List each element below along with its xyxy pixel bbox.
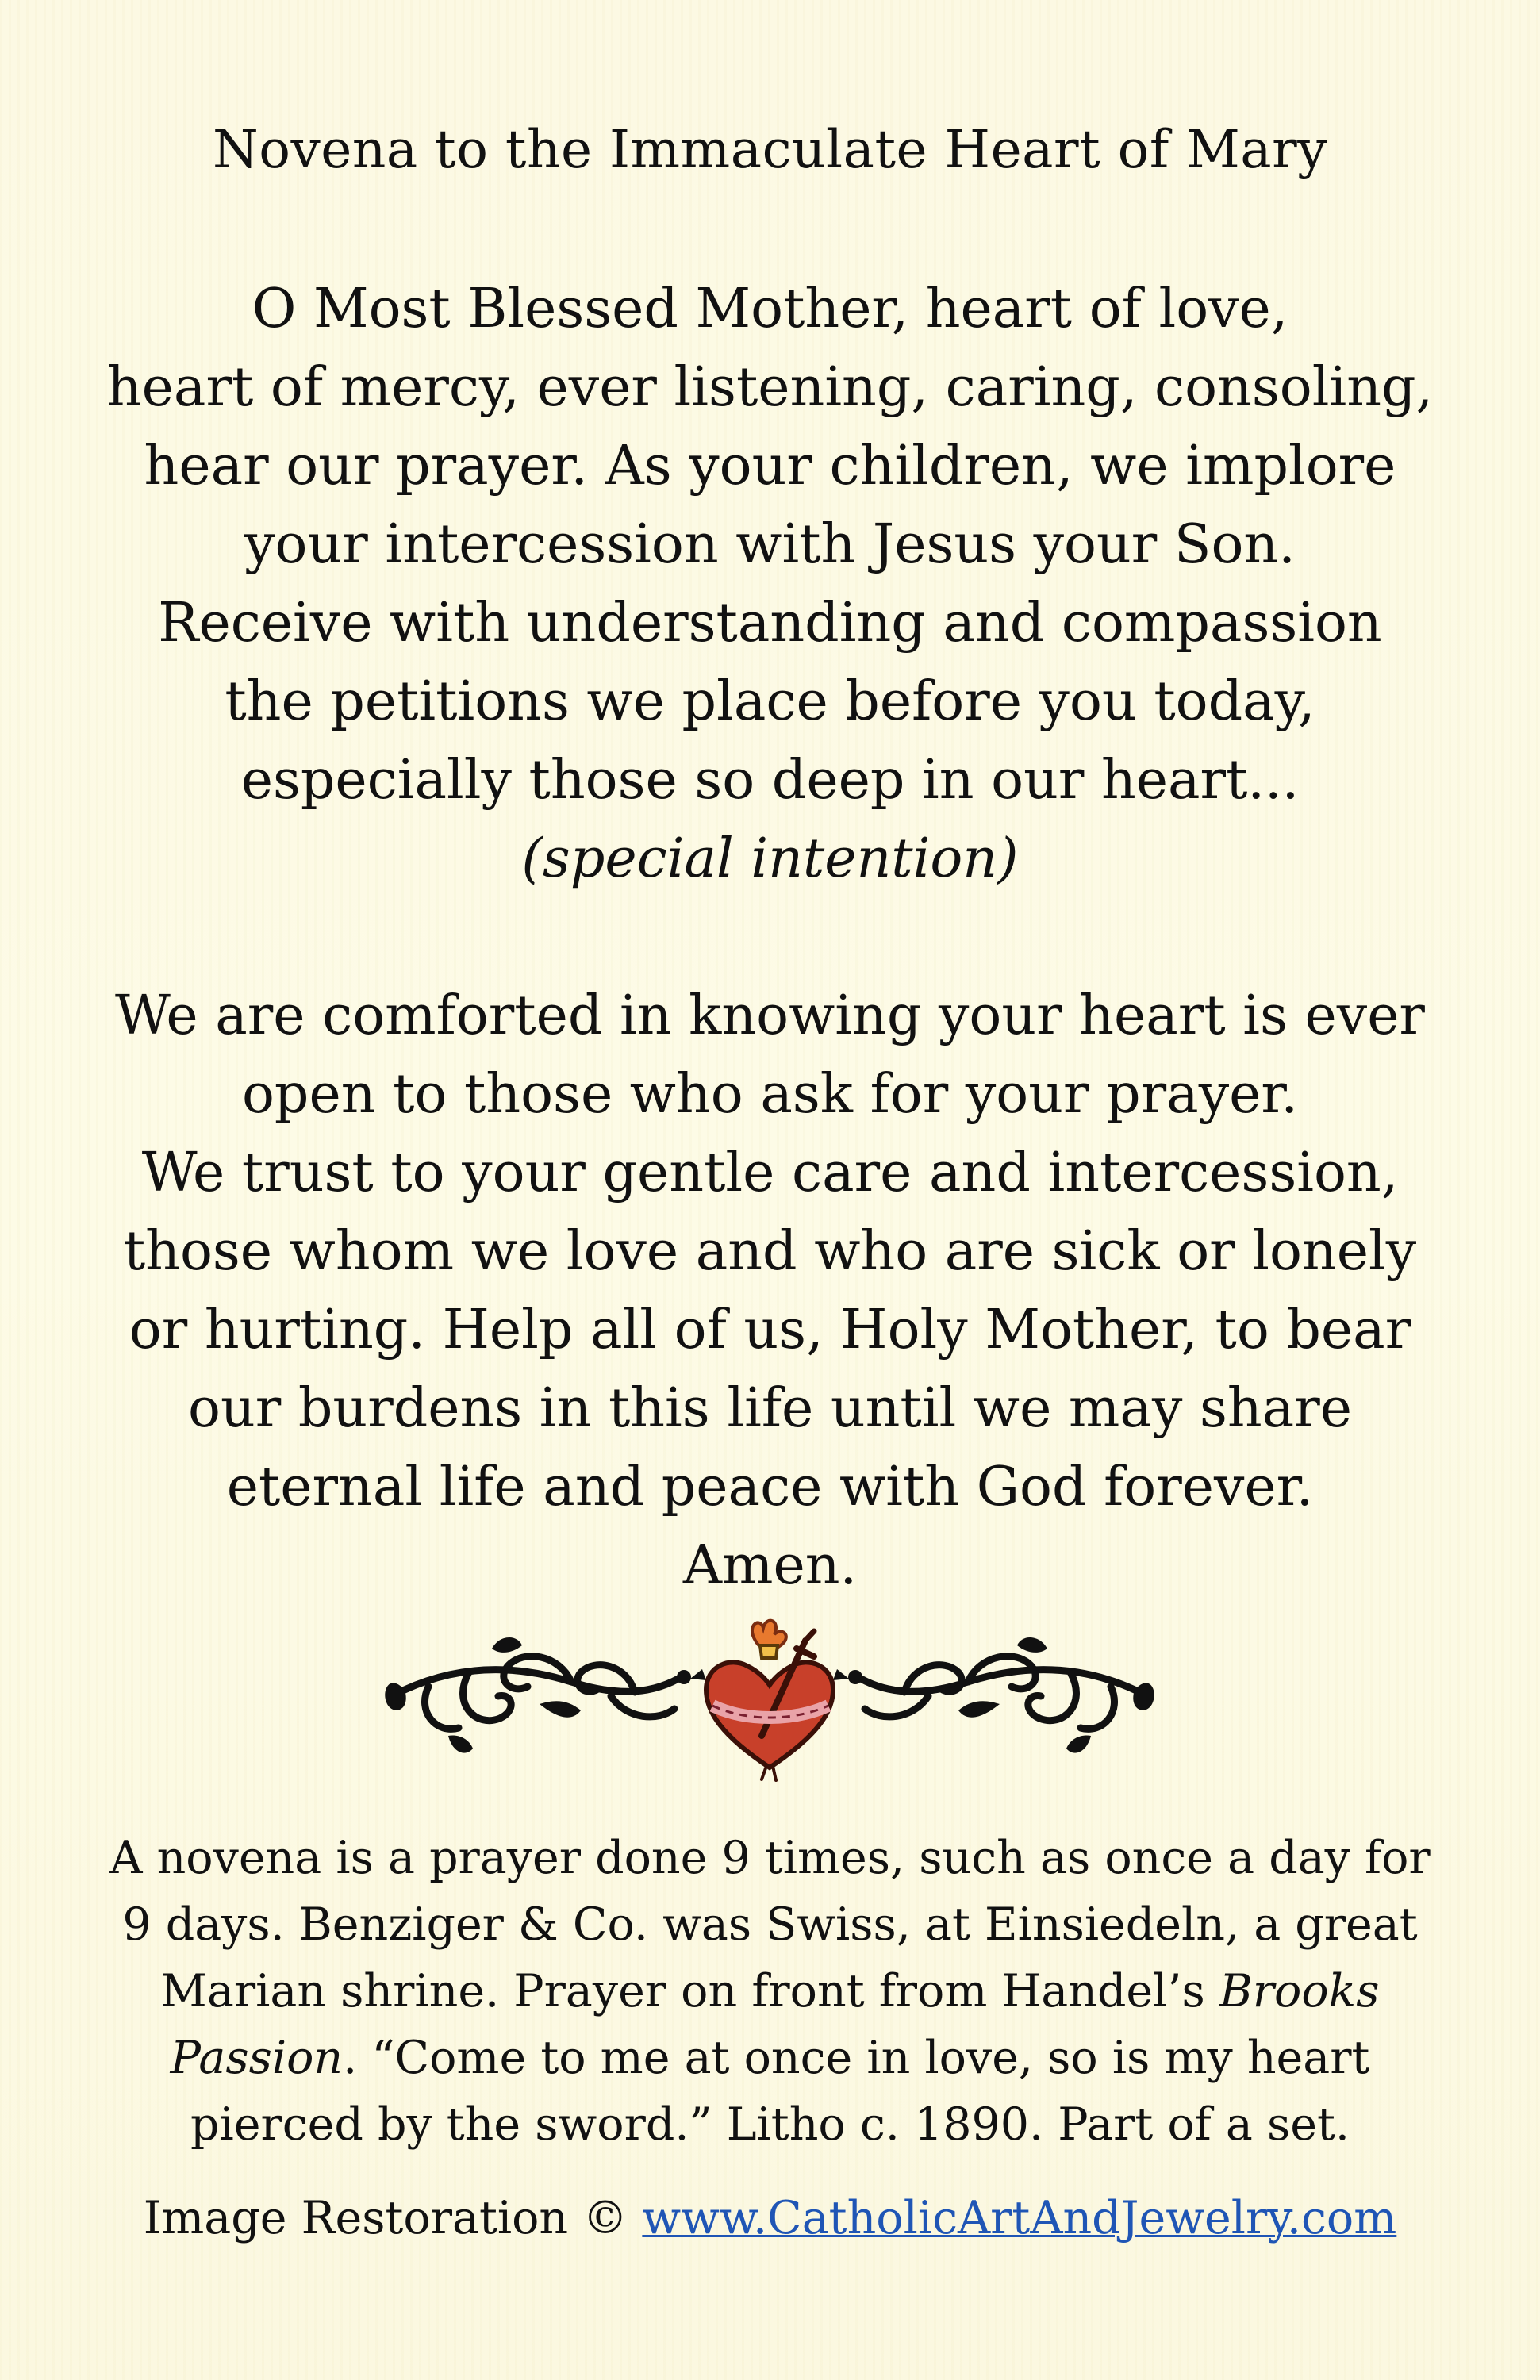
prayer-line: or hurting. Help all of us, Holy Mother, to bear <box>129 1299 1411 1361</box>
prayer-line: those whom we love and who are sick or lonely <box>123 1220 1417 1283</box>
special-intention: (special intention) <box>521 827 1019 890</box>
sacred-heart-ornament <box>373 1617 1166 1783</box>
prayer-line: the petitions we place before you today, <box>225 670 1315 733</box>
notes-line: A novena is a prayer done 9 times, such as once a day for <box>109 1832 1431 1884</box>
prayer-line: We are comforted in knowing your heart is ever <box>115 985 1425 1047</box>
image-credit <box>0 2185 1540 2251</box>
prayer-line: our burdens in this life until we may share <box>188 1377 1352 1440</box>
notes-line: 9 days. Benziger & Co. was Swiss, at Einsiedeln, a great <box>122 1898 1418 1951</box>
right-leaf-icon <box>833 1637 1154 1753</box>
notes-fragment: . “Come to me at once in love, so is my heart <box>343 2032 1370 2084</box>
website-link[interactable]: www.CatholicArtAndJewelry.com <box>642 2192 1397 2244</box>
prayer-line: your intercession with Jesus your Son. <box>244 513 1296 576</box>
sacred-heart-icon <box>706 1621 833 1780</box>
prayer-line: Receive with understanding and compassion <box>158 592 1382 654</box>
notes-fragment: Marian shrine. Prayer on front from Handel’s <box>160 1965 1219 2017</box>
notes-emphasis: Passion <box>170 2032 344 2084</box>
notes-emphasis: Brooks <box>1219 1965 1380 2017</box>
prayer-line: open to those who ask for your prayer. <box>241 1063 1298 1126</box>
amen: Amen. <box>682 1534 858 1597</box>
notes-line <box>0 2025 1540 2091</box>
notes-line <box>0 1958 1540 2025</box>
left-leaf-icon <box>385 1637 706 1753</box>
prayer-line: O Most Blessed Mother, heart of love, <box>252 278 1288 340</box>
prayer-text <box>0 270 1540 1605</box>
page-title: Novena to the Immaculate Heart of Mary <box>213 119 1327 180</box>
prayer-line: especially those so deep in our heart... <box>240 749 1300 812</box>
left-flourish-icon <box>405 1656 678 1729</box>
prayer-line: We trust to your gentle care and intercession, <box>141 1142 1399 1204</box>
notes-text <box>0 1825 1540 2158</box>
prayer-line: heart of mercy, ever listening, caring, consoling, <box>106 356 1434 419</box>
prayer-line: hear our prayer. As your children, we implore <box>144 435 1396 497</box>
right-flourish-icon <box>861 1656 1135 1729</box>
prayer-line: eternal life and peace with God forever. <box>226 1456 1314 1518</box>
credit-label: Image Restoration © <box>143 2192 643 2244</box>
notes-line: pierced by the sword.” Litho c. 1890. Part of a set. <box>190 2098 1350 2151</box>
paragraph-gap <box>0 898 1540 977</box>
